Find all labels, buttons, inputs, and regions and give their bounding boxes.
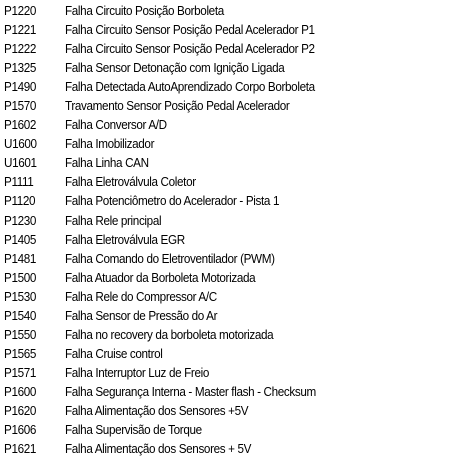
- fault-description: Falha Imobilizador: [65, 136, 155, 152]
- fault-code: P1222: [4, 41, 37, 57]
- fault-code: P1530: [4, 288, 37, 304]
- table-row: [4, 39, 466, 58]
- fault-code: P1621: [4, 441, 37, 457]
- fault-description: Falha Rele do Compressor A/C: [65, 288, 217, 304]
- table-row: [4, 268, 466, 287]
- fault-code-table: [4, 1, 466, 458]
- fault-code: U1600: [4, 136, 37, 152]
- table-row: [4, 325, 466, 344]
- fault-description: Falha Alimentação dos Sensores + 5V: [65, 441, 252, 457]
- fault-description: Falha Segurança Interna - Master flash - Checksum: [65, 383, 316, 399]
- fault-description: Falha Sensor de Pressão do Ar: [65, 307, 218, 323]
- table-row: [4, 1, 466, 20]
- table-row: [4, 20, 466, 39]
- table-row: [4, 344, 466, 363]
- table-row: [4, 249, 466, 268]
- fault-description: Falha Eletroválvula Coletor: [65, 174, 196, 190]
- table-row: [4, 363, 466, 382]
- table-row: [4, 401, 466, 420]
- fault-code: P1405: [4, 231, 37, 247]
- fault-code: P1565: [4, 345, 37, 361]
- fault-description: Falha Circuito Sensor Posição Pedal Acelerador P2: [65, 41, 315, 57]
- table-row: [4, 287, 466, 306]
- fault-description: Falha Circuito Sensor Posição Pedal Acelerador P1: [65, 22, 315, 38]
- fault-description: Falha Sensor Detonação com Ignição Ligada: [65, 60, 285, 76]
- fault-code: P1120: [4, 193, 36, 209]
- table-row: [4, 382, 466, 401]
- fault-code: P1540: [4, 307, 37, 323]
- table-row: [4, 230, 466, 249]
- fault-code: P1221: [4, 22, 37, 38]
- table-row: [4, 420, 466, 439]
- table-row: [4, 134, 466, 153]
- table-row: [4, 306, 466, 325]
- table-row: [4, 96, 466, 115]
- fault-code: P1570: [4, 98, 37, 114]
- table-row: [4, 77, 466, 96]
- fault-description: Falha Comando do Eletroventilador (PWM): [65, 250, 275, 266]
- fault-description: Travamento Sensor Posição Pedal Acelerador: [65, 98, 290, 114]
- table-row: [4, 153, 466, 172]
- fault-code: P1606: [4, 422, 37, 438]
- fault-description: Falha Atuador da Borboleta Motorizada: [65, 269, 256, 285]
- fault-description: Falha Interruptor Luz de Freio: [65, 364, 209, 380]
- fault-code: P1571: [4, 364, 37, 380]
- fault-description: Falha Conversor A/D: [65, 117, 167, 133]
- fault-description: Falha Detectada AutoAprendizado Corpo Borboleta: [65, 79, 315, 95]
- table-row: [4, 172, 466, 191]
- fault-description: Falha Eletroválvula EGR: [65, 231, 185, 247]
- fault-code: P1325: [4, 60, 37, 76]
- fault-code: P1500: [4, 269, 37, 285]
- fault-description: Falha Linha CAN: [65, 155, 149, 171]
- table-row: [4, 439, 466, 458]
- fault-description: Falha Alimentação dos Sensores +5V: [65, 403, 249, 418]
- fault-description: Falha Cruise control: [65, 345, 163, 361]
- fault-code: P1111: [4, 174, 34, 190]
- fault-code: P1220: [4, 3, 37, 19]
- table-row: [4, 58, 466, 77]
- table-row: [4, 191, 466, 210]
- fault-description: Falha Potenciômetro do Acelerador - Pista 1: [65, 193, 280, 209]
- fault-code: P1602: [4, 117, 37, 133]
- fault-code: P1620: [4, 403, 37, 418]
- fault-code: P1550: [4, 326, 37, 342]
- fault-code: P1230: [4, 212, 37, 228]
- fault-code: P1490: [4, 79, 37, 95]
- fault-code: U1601: [4, 155, 37, 171]
- fault-description: Falha Supervisão de Torque: [65, 422, 202, 438]
- table-row: [4, 115, 466, 134]
- fault-code: P1481: [4, 250, 37, 266]
- fault-description: Falha Circuito Posição Borboleta: [65, 3, 224, 19]
- fault-description: Falha no recovery da borboleta motorizada: [65, 326, 274, 342]
- fault-description: Falha Rele principal: [65, 212, 162, 228]
- fault-code: P1600: [4, 383, 37, 399]
- table-row: [4, 211, 466, 230]
